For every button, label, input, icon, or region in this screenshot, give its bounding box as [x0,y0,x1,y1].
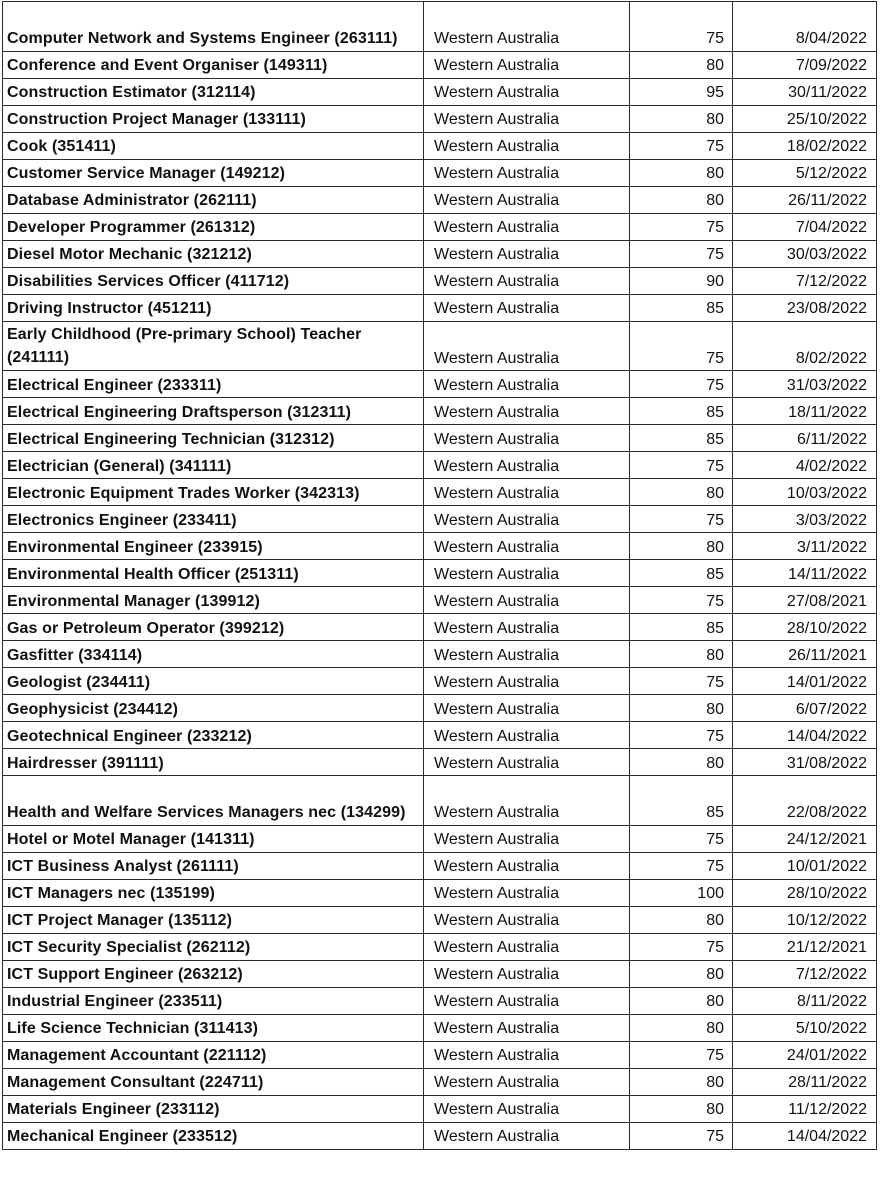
state-cell: Western Australia [424,587,630,614]
date-cell: 27/08/2021 [733,587,877,614]
occupation-cell: ICT Security Specialist (262112) [3,933,424,960]
state-cell: Western Australia [424,1122,630,1149]
points-cell: 80 [630,987,733,1014]
state-cell: Western Australia [424,2,630,52]
table-row [3,1095,877,1122]
points-cell: 75 [630,1122,733,1149]
state-cell: Western Australia [424,398,630,425]
date-cell: 28/11/2022 [733,1068,877,1095]
table-row [3,78,877,105]
occupation-cell: Environmental Health Officer (251311) [3,560,424,587]
points-cell: 100 [630,879,733,906]
table-row [3,479,877,506]
state-cell: Western Australia [424,1041,630,1068]
points-cell: 75 [630,933,733,960]
points-cell: 75 [630,452,733,479]
table-row [3,240,877,267]
date-cell: 28/10/2022 [733,879,877,906]
table-row [3,879,877,906]
points-cell: 75 [630,371,733,398]
table-row [3,213,877,240]
date-cell: 8/04/2022 [733,2,877,52]
table-row [3,2,877,52]
state-cell: Western Australia [424,825,630,852]
date-cell: 24/12/2021 [733,825,877,852]
points-cell: 75 [630,240,733,267]
points-cell: 75 [630,722,733,749]
table-row [3,506,877,533]
table-row [3,321,877,371]
points-cell: 95 [630,78,733,105]
occupation-cell: Mechanical Engineer (233512) [3,1122,424,1149]
points-cell: 80 [630,479,733,506]
occupation-cell: Health and Welfare Services Managers nec (134299) [3,776,424,826]
table-row [3,425,877,452]
date-cell: 14/04/2022 [733,722,877,749]
points-cell: 80 [630,641,733,668]
table-row [3,452,877,479]
points-cell: 80 [630,695,733,722]
date-cell: 26/11/2021 [733,641,877,668]
date-cell: 14/01/2022 [733,668,877,695]
state-cell: Western Australia [424,906,630,933]
state-cell: Western Australia [424,159,630,186]
points-cell: 75 [630,132,733,159]
occupation-cell: Gas or Petroleum Operator (399212) [3,614,424,641]
state-cell: Western Australia [424,852,630,879]
points-cell: 80 [630,159,733,186]
state-cell: Western Australia [424,1014,630,1041]
points-cell: 80 [630,105,733,132]
date-cell: 14/11/2022 [733,560,877,587]
table-row [3,267,877,294]
table-row [3,533,877,560]
points-cell: 75 [630,2,733,52]
occupation-cell: Environmental Engineer (233915) [3,533,424,560]
occupation-cell: Database Administrator (262111) [3,186,424,213]
state-cell: Western Australia [424,776,630,826]
state-cell: Western Australia [424,933,630,960]
points-cell: 85 [630,560,733,587]
points-cell: 75 [630,587,733,614]
occupation-cell: ICT Project Manager (135112) [3,906,424,933]
points-cell: 85 [630,294,733,321]
state-cell: Western Australia [424,479,630,506]
points-cell: 75 [630,668,733,695]
occupation-cell: ICT Managers nec (135199) [3,879,424,906]
table-row [3,852,877,879]
state-cell: Western Australia [424,560,630,587]
occupation-cell: Diesel Motor Mechanic (321212) [3,240,424,267]
state-cell: Western Australia [424,879,630,906]
state-cell: Western Australia [424,1095,630,1122]
occupation-cell: Electrical Engineer (233311) [3,371,424,398]
state-cell: Western Australia [424,452,630,479]
occupation-cell: Electronics Engineer (233411) [3,506,424,533]
state-cell: Western Australia [424,722,630,749]
state-cell: Western Australia [424,321,630,371]
state-cell: Western Australia [424,641,630,668]
table-row [3,1041,877,1068]
points-cell: 90 [630,267,733,294]
occupation-cell: Materials Engineer (233112) [3,1095,424,1122]
date-cell: 7/09/2022 [733,51,877,78]
state-cell: Western Australia [424,425,630,452]
occupation-cell: Cook (351411) [3,132,424,159]
date-cell: 18/02/2022 [733,132,877,159]
table-row [3,695,877,722]
state-cell: Western Australia [424,105,630,132]
date-cell: 4/02/2022 [733,452,877,479]
occupation-cell: Management Accountant (221112) [3,1041,424,1068]
date-cell: 23/08/2022 [733,294,877,321]
occupation-cell: Geophysicist (234412) [3,695,424,722]
date-cell: 31/08/2022 [733,749,877,776]
table-row [3,398,877,425]
state-cell: Western Australia [424,668,630,695]
table-row [3,294,877,321]
occupation-cell: Conference and Event Organiser (149311) [3,51,424,78]
occupation-cell: Electrical Engineering Draftsperson (312311) [3,398,424,425]
table-row [3,51,877,78]
table-row [3,614,877,641]
date-cell: 14/04/2022 [733,1122,877,1149]
state-cell: Western Australia [424,78,630,105]
state-cell: Western Australia [424,533,630,560]
points-cell: 80 [630,960,733,987]
date-cell: 7/12/2022 [733,267,877,294]
date-cell: 8/02/2022 [733,321,877,371]
points-cell: 75 [630,852,733,879]
table-row [3,668,877,695]
date-cell: 11/12/2022 [733,1095,877,1122]
date-cell: 7/04/2022 [733,213,877,240]
points-cell: 75 [630,321,733,371]
date-cell: 10/03/2022 [733,479,877,506]
table-row [3,987,877,1014]
points-cell: 85 [630,425,733,452]
table-row [3,159,877,186]
state-cell: Western Australia [424,132,630,159]
state-cell: Western Australia [424,695,630,722]
occupation-cell: Disabilities Services Officer (411712) [3,267,424,294]
points-cell: 80 [630,533,733,560]
table-row [3,1122,877,1149]
occupation-cell: Electrical Engineering Technician (312312) [3,425,424,452]
occupation-cell: Computer Network and Systems Engineer (263111) [3,2,424,52]
date-cell: 10/12/2022 [733,906,877,933]
occupation-cell: Geologist (234411) [3,668,424,695]
occupation-cell: Construction Estimator (312114) [3,78,424,105]
date-cell: 18/11/2022 [733,398,877,425]
occupation-cell: Geotechnical Engineer (233212) [3,722,424,749]
table-row [3,1014,877,1041]
table-row [3,722,877,749]
date-cell: 3/03/2022 [733,506,877,533]
state-cell: Western Australia [424,987,630,1014]
table-row [3,960,877,987]
date-cell: 3/11/2022 [733,533,877,560]
occupation-cell: Developer Programmer (261312) [3,213,424,240]
occupation-cell: Management Consultant (224711) [3,1068,424,1095]
occupation-cell: Electrician (General) (341111) [3,452,424,479]
date-cell: 22/08/2022 [733,776,877,826]
occupation-cell: Construction Project Manager (133111) [3,105,424,132]
occupation-cell: Hotel or Motel Manager (141311) [3,825,424,852]
occupation-cell: Hairdresser (391111) [3,749,424,776]
occupation-cell: Gasfitter (334114) [3,641,424,668]
occupation-cell: ICT Business Analyst (261111) [3,852,424,879]
table-row [3,186,877,213]
points-cell: 75 [630,825,733,852]
table-row [3,1068,877,1095]
state-cell: Western Australia [424,294,630,321]
state-cell: Western Australia [424,749,630,776]
date-cell: 28/10/2022 [733,614,877,641]
occupation-table [2,1,877,1150]
date-cell: 30/03/2022 [733,240,877,267]
occupation-cell: Life Science Technician (311413) [3,1014,424,1041]
state-cell: Western Australia [424,267,630,294]
date-cell: 26/11/2022 [733,186,877,213]
date-cell: 25/10/2022 [733,105,877,132]
date-cell: 6/11/2022 [733,425,877,452]
occupation-cell: Customer Service Manager (149212) [3,159,424,186]
occupation-cell: Industrial Engineer (233511) [3,987,424,1014]
date-cell: 30/11/2022 [733,78,877,105]
occupation-table-body [3,2,877,1150]
date-cell: 8/11/2022 [733,987,877,1014]
state-cell: Western Australia [424,213,630,240]
points-cell: 75 [630,506,733,533]
date-cell: 5/12/2022 [733,159,877,186]
date-cell: 21/12/2021 [733,933,877,960]
points-cell: 80 [630,1095,733,1122]
table-row [3,587,877,614]
points-cell: 75 [630,213,733,240]
date-cell: 7/12/2022 [733,960,877,987]
points-cell: 80 [630,1014,733,1041]
table-row [3,641,877,668]
date-cell: 5/10/2022 [733,1014,877,1041]
occupation-cell: Environmental Manager (139912) [3,587,424,614]
occupation-cell: Electronic Equipment Trades Worker (342313) [3,479,424,506]
occupation-cell: Driving Instructor (451211) [3,294,424,321]
table-row [3,371,877,398]
state-cell: Western Australia [424,506,630,533]
points-cell: 80 [630,749,733,776]
state-cell: Western Australia [424,960,630,987]
table-row [3,906,877,933]
table-row [3,776,877,826]
points-cell: 85 [630,614,733,641]
points-cell: 80 [630,51,733,78]
points-cell: 80 [630,1068,733,1095]
points-cell: 75 [630,1041,733,1068]
state-cell: Western Australia [424,240,630,267]
points-cell: 80 [630,906,733,933]
state-cell: Western Australia [424,1068,630,1095]
points-cell: 80 [630,186,733,213]
state-cell: Western Australia [424,186,630,213]
occupation-cell: Early Childhood (Pre-primary School) Teacher (241111) [3,321,424,371]
table-row [3,933,877,960]
points-cell: 85 [630,398,733,425]
occupation-cell: ICT Support Engineer (263212) [3,960,424,987]
table-row [3,132,877,159]
state-cell: Western Australia [424,371,630,398]
date-cell: 6/07/2022 [733,695,877,722]
date-cell: 24/01/2022 [733,1041,877,1068]
table-row [3,825,877,852]
table-row [3,105,877,132]
state-cell: Western Australia [424,614,630,641]
date-cell: 10/01/2022 [733,852,877,879]
table-row [3,560,877,587]
points-cell: 85 [630,776,733,826]
table-row [3,749,877,776]
state-cell: Western Australia [424,51,630,78]
date-cell: 31/03/2022 [733,371,877,398]
